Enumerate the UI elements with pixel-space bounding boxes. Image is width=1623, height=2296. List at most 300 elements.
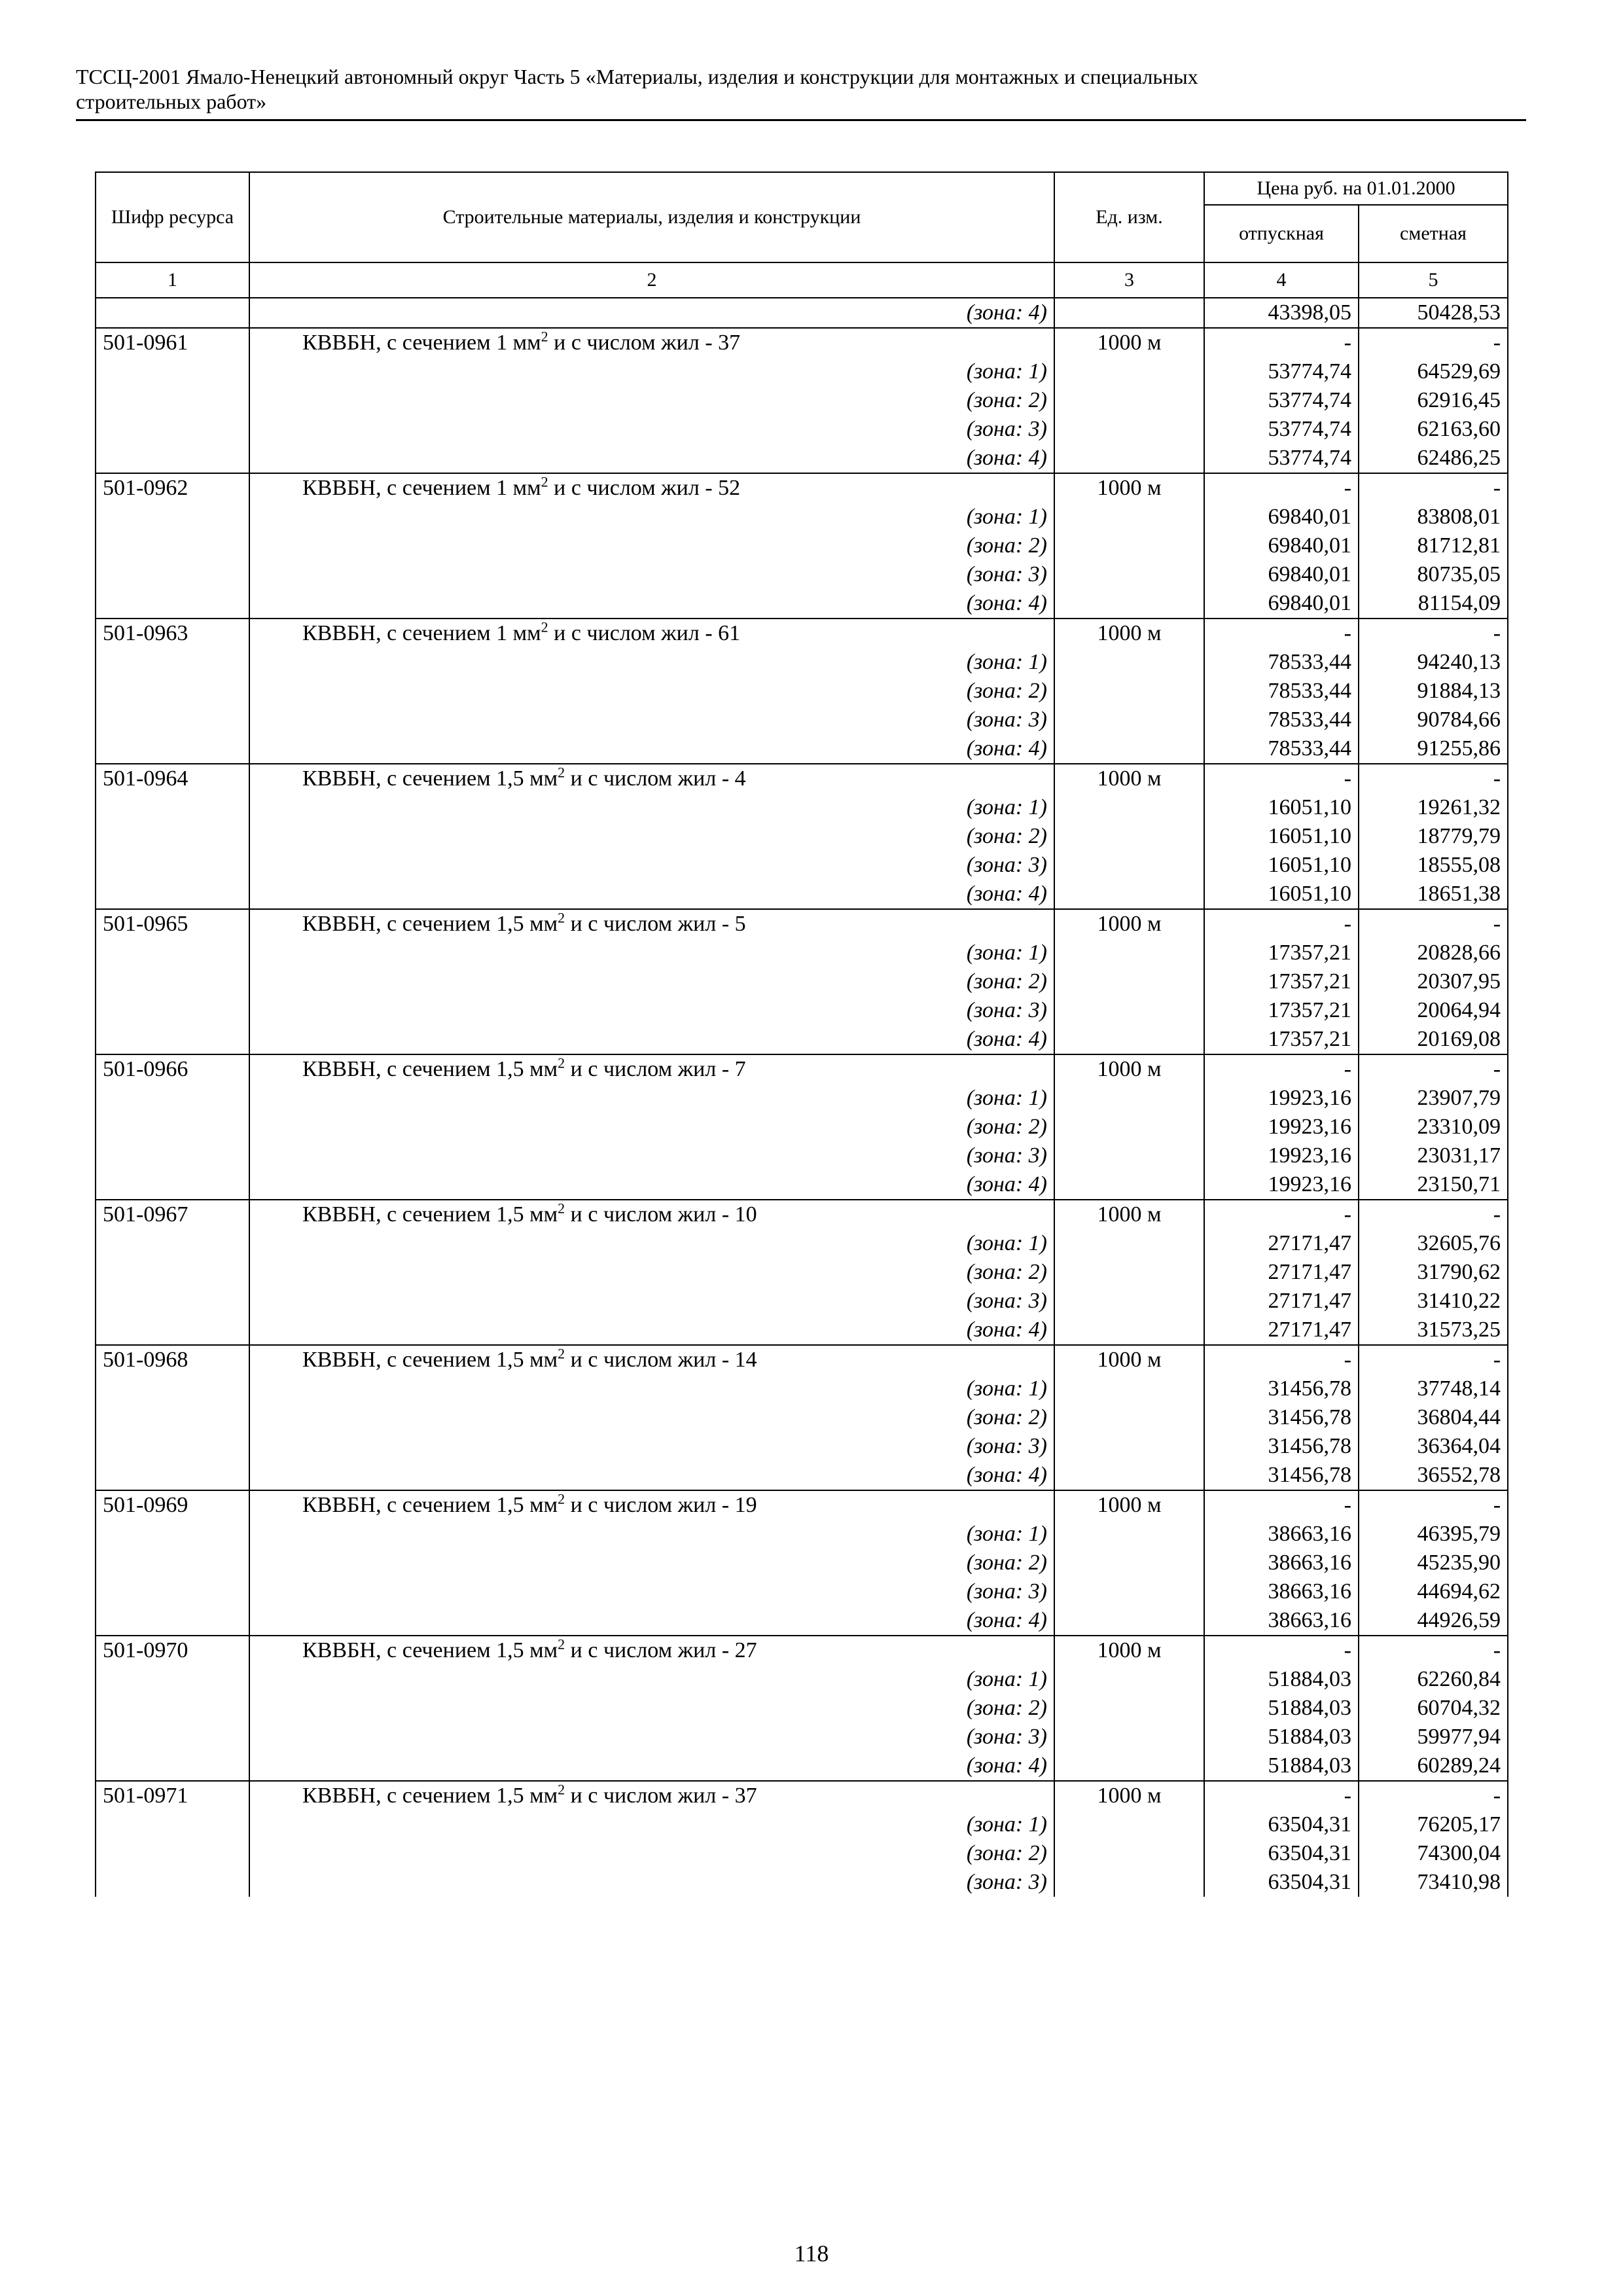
superscript: 2 — [558, 1490, 565, 1507]
resource-code: 501-0971 — [96, 1781, 249, 1810]
release-price: 16051,10 — [1204, 793, 1359, 822]
estimate-price: 94240,13 — [1359, 648, 1508, 677]
unit-cell — [1054, 531, 1204, 560]
zone-row — [96, 851, 1508, 880]
continuation-row — [96, 298, 1508, 328]
zone-row — [96, 1810, 1508, 1839]
zone-row — [96, 415, 1508, 444]
unit-cell — [1054, 1751, 1204, 1781]
column-header-estimate-price: сметная — [1359, 205, 1508, 262]
unit-cell — [1054, 939, 1204, 967]
column-header-name: Строительные материалы, изделия и конструкции — [249, 172, 1054, 262]
release-price: 27171,47 — [1204, 1229, 1359, 1258]
header-line-1: ТССЦ-2001 Ямало-Ненецкий автономный округ Часть 5 «Материалы, изделия и конструкции для монтажных и специальных — [76, 65, 1198, 88]
release-price: 38663,16 — [1204, 1606, 1359, 1636]
zone-row — [96, 967, 1508, 996]
unit-cell — [1054, 967, 1204, 996]
zone-row — [96, 1520, 1508, 1549]
estimate-price: 37748,14 — [1359, 1374, 1508, 1403]
unit-cell — [1054, 880, 1204, 909]
estimate-price: 36364,04 — [1359, 1432, 1508, 1461]
resource-code: 501-0970 — [96, 1636, 249, 1665]
zone-label: (зона: 4) — [249, 880, 1054, 909]
zone-row — [96, 1025, 1508, 1054]
table-row — [96, 909, 1508, 939]
unit-cell — [1054, 793, 1204, 822]
code-cell — [96, 793, 249, 822]
release-price: 69840,01 — [1204, 589, 1359, 619]
resource-name-suffix: и с числом жил - 4 — [565, 766, 746, 791]
zone-label: (зона: 2) — [249, 1549, 1054, 1577]
superscript: 2 — [558, 1781, 565, 1798]
resource-name-text: КВВБН, с сечением 1,5 мм — [302, 766, 558, 791]
zone-row — [96, 357, 1508, 386]
zone-row — [96, 1839, 1508, 1868]
resource-name — [249, 1054, 1054, 1084]
release-price: 51884,03 — [1204, 1694, 1359, 1723]
zone-label: (зона: 3) — [249, 1287, 1054, 1316]
code-cell — [96, 1461, 249, 1490]
estimate-price: 20828,66 — [1359, 939, 1508, 967]
unit-cell: 1000 м — [1054, 619, 1204, 648]
table-row — [96, 1345, 1508, 1374]
zone-row — [96, 880, 1508, 909]
release-price: 17357,21 — [1204, 939, 1359, 967]
unit-cell — [1054, 734, 1204, 764]
column-header-code: Шифр ресурса — [96, 172, 249, 262]
zone-label: (зона: 1) — [249, 939, 1054, 967]
zone-label: (зона: 3) — [249, 996, 1054, 1025]
resource-name-suffix: и с числом жил - 27 — [565, 1638, 757, 1662]
resource-name — [249, 909, 1054, 939]
code-cell — [96, 822, 249, 851]
resource-name-suffix: и с числом жил - 61 — [548, 621, 741, 645]
code-cell — [96, 1665, 249, 1694]
unit-cell — [1054, 386, 1204, 415]
resource-code: 501-0965 — [96, 909, 249, 939]
zone-row — [96, 793, 1508, 822]
unit-cell — [1054, 1229, 1204, 1258]
resource-code: 501-0966 — [96, 1054, 249, 1084]
document-header — [76, 64, 1526, 114]
zone-row — [96, 1403, 1508, 1432]
code-cell — [96, 386, 249, 415]
estimate-price: 81154,09 — [1359, 589, 1508, 619]
estimate-price: 31410,22 — [1359, 1287, 1508, 1316]
zone-label: (зона: 1) — [249, 357, 1054, 386]
zone-label: (зона: 1) — [249, 1665, 1054, 1694]
unit-cell — [1054, 1868, 1204, 1897]
resource-code: 501-0967 — [96, 1200, 249, 1229]
release-price: 53774,74 — [1204, 444, 1359, 473]
zone-row — [96, 648, 1508, 677]
estimate-price: 74300,04 — [1359, 1839, 1508, 1868]
estimate-price: 46395,79 — [1359, 1520, 1508, 1549]
estimate-price: - — [1359, 1200, 1508, 1229]
release-price: - — [1204, 619, 1359, 648]
zone-label: (зона: 3) — [249, 415, 1054, 444]
code-cell — [96, 1549, 249, 1577]
code-cell — [96, 1577, 249, 1606]
table-row — [96, 1054, 1508, 1084]
estimate-price: 36804,44 — [1359, 1403, 1508, 1432]
zone-label: (зона: 4) — [249, 1606, 1054, 1636]
code-cell — [96, 1694, 249, 1723]
table-row — [96, 328, 1508, 357]
release-price: 78533,44 — [1204, 648, 1359, 677]
release-price: 53774,74 — [1204, 386, 1359, 415]
estimate-price: 31573,25 — [1359, 1316, 1508, 1345]
zone-label: (зона: 3) — [249, 706, 1054, 734]
release-price: 31456,78 — [1204, 1403, 1359, 1432]
unit-cell — [1054, 1084, 1204, 1113]
unit-cell — [1054, 1606, 1204, 1636]
superscript: 2 — [558, 1054, 565, 1071]
zone-row — [96, 386, 1508, 415]
code-cell — [96, 734, 249, 764]
code-cell — [96, 298, 249, 328]
zone-row — [96, 1374, 1508, 1403]
header-line-2: строительных работ» — [76, 90, 267, 113]
estimate-price: 76205,17 — [1359, 1810, 1508, 1839]
release-price: 27171,47 — [1204, 1258, 1359, 1287]
code-cell — [96, 415, 249, 444]
code-cell — [96, 1229, 249, 1258]
estimate-price: - — [1359, 1345, 1508, 1374]
zone-label: (зона: 2) — [249, 1403, 1054, 1432]
unit-cell — [1054, 415, 1204, 444]
unit-cell — [1054, 1113, 1204, 1141]
resource-code: 501-0968 — [96, 1345, 249, 1374]
resource-code: 501-0969 — [96, 1490, 249, 1520]
unit-cell — [1054, 1520, 1204, 1549]
zone-row — [96, 706, 1508, 734]
release-price: 19923,16 — [1204, 1113, 1359, 1141]
resource-name-suffix: и с числом жил - 5 — [565, 912, 746, 936]
resource-name-suffix: и с числом жил - 52 — [548, 476, 741, 500]
column-header-release-price: отпускная — [1204, 205, 1359, 262]
estimate-price: 18779,79 — [1359, 822, 1508, 851]
resource-code: 501-0964 — [96, 764, 249, 793]
code-cell — [96, 531, 249, 560]
zone-row — [96, 1868, 1508, 1897]
column-header-price-group: Цена руб. на 01.01.2000 — [1204, 172, 1508, 205]
estimate-price: 45235,90 — [1359, 1549, 1508, 1577]
release-price: 16051,10 — [1204, 851, 1359, 880]
release-price: - — [1204, 1490, 1359, 1520]
column-number-4: 4 — [1204, 262, 1359, 298]
unit-cell: 1000 м — [1054, 473, 1204, 503]
resource-name-text: КВВБН, с сечением 1,5 мм — [302, 1784, 558, 1808]
resource-name — [249, 1345, 1054, 1374]
unit-cell — [1054, 1810, 1204, 1839]
unit-cell — [1054, 1432, 1204, 1461]
code-cell — [96, 503, 249, 531]
zone-row — [96, 1606, 1508, 1636]
release-price: 63504,31 — [1204, 1868, 1359, 1897]
zone-label: (зона: 4) — [249, 1170, 1054, 1200]
release-price: 31456,78 — [1204, 1461, 1359, 1490]
zone-label: (зона: 1) — [249, 1374, 1054, 1403]
resource-name-text: КВВБН, с сечением 1,5 мм — [302, 912, 558, 936]
estimate-price: 60704,32 — [1359, 1694, 1508, 1723]
zone-label: (зона: 4) — [249, 589, 1054, 619]
code-cell — [96, 357, 249, 386]
column-number-3: 3 — [1054, 262, 1204, 298]
release-price: 19923,16 — [1204, 1084, 1359, 1113]
estimate-price: 19261,32 — [1359, 793, 1508, 822]
unit-cell — [1054, 298, 1204, 328]
release-price: 78533,44 — [1204, 734, 1359, 764]
code-cell — [96, 1258, 249, 1287]
code-cell — [96, 996, 249, 1025]
unit-cell — [1054, 1287, 1204, 1316]
estimate-price: 80735,05 — [1359, 560, 1508, 589]
unit-cell: 1000 м — [1054, 1490, 1204, 1520]
release-price: 78533,44 — [1204, 677, 1359, 706]
release-price: 63504,31 — [1204, 1810, 1359, 1839]
release-price: 17357,21 — [1204, 967, 1359, 996]
release-price: 69840,01 — [1204, 503, 1359, 531]
code-cell — [96, 1810, 249, 1839]
resource-name-text: КВВБН, с сечением 1,5 мм — [302, 1638, 558, 1662]
estimate-price: 18651,38 — [1359, 880, 1508, 909]
unit-cell: 1000 м — [1054, 764, 1204, 793]
zone-row — [96, 1141, 1508, 1170]
resource-name-text: КВВБН, с сечением 1 мм — [302, 476, 541, 500]
estimate-price: 62916,45 — [1359, 386, 1508, 415]
zone-label: (зона: 1) — [249, 1810, 1054, 1839]
estimate-price: 91884,13 — [1359, 677, 1508, 706]
zone-label: (зона: 3) — [249, 1868, 1054, 1897]
superscript: 2 — [558, 764, 565, 781]
table-row — [96, 619, 1508, 648]
unit-cell — [1054, 357, 1204, 386]
estimate-price: - — [1359, 1636, 1508, 1665]
unit-cell — [1054, 1549, 1204, 1577]
release-price: 27171,47 — [1204, 1287, 1359, 1316]
estimate-price: - — [1359, 619, 1508, 648]
superscript: 2 — [541, 328, 548, 345]
estimate-price: 62486,25 — [1359, 444, 1508, 473]
estimate-price: 18555,08 — [1359, 851, 1508, 880]
zone-row — [96, 1287, 1508, 1316]
zone-label: (зона: 1) — [249, 648, 1054, 677]
release-price: 17357,21 — [1204, 1025, 1359, 1054]
estimate-price: 62163,60 — [1359, 415, 1508, 444]
resource-name — [249, 1490, 1054, 1520]
zone-label: (зона: 4) — [249, 1316, 1054, 1345]
zone-label: (зона: 1) — [249, 793, 1054, 822]
zone-row — [96, 1461, 1508, 1490]
estimate-price: 20169,08 — [1359, 1025, 1508, 1054]
zone-row — [96, 1694, 1508, 1723]
estimate-price: - — [1359, 328, 1508, 357]
resource-name-text: КВВБН, с сечением 1,5 мм — [302, 1057, 558, 1081]
code-cell — [96, 1287, 249, 1316]
code-cell — [96, 967, 249, 996]
zone-row — [96, 1549, 1508, 1577]
release-price: 38663,16 — [1204, 1520, 1359, 1549]
zone-label: (зона: 2) — [249, 1258, 1054, 1287]
estimate-price: - — [1359, 1781, 1508, 1810]
release-price: 69840,01 — [1204, 560, 1359, 589]
code-cell — [96, 1403, 249, 1432]
unit-cell: 1000 м — [1054, 328, 1204, 357]
zone-label: (зона: 3) — [249, 1141, 1054, 1170]
estimate-price: 23150,71 — [1359, 1170, 1508, 1200]
resource-name-text: КВВБН, с сечением 1,5 мм — [302, 1202, 558, 1227]
zone-row — [96, 444, 1508, 473]
zone-label: (зона: 4) — [249, 734, 1054, 764]
estimate-price: 64529,69 — [1359, 357, 1508, 386]
zone-label: (зона: 2) — [249, 531, 1054, 560]
superscript: 2 — [558, 1345, 565, 1362]
code-cell — [96, 444, 249, 473]
code-cell — [96, 1751, 249, 1781]
unit-cell — [1054, 1665, 1204, 1694]
zone-row — [96, 1113, 1508, 1141]
unit-cell — [1054, 589, 1204, 619]
zone-label: (зона: 3) — [249, 560, 1054, 589]
zone-label: (зона: 3) — [249, 851, 1054, 880]
estimate-price: - — [1359, 764, 1508, 793]
resource-name — [249, 764, 1054, 793]
resource-name-suffix: и с числом жил - 37 — [565, 1784, 757, 1808]
release-price: - — [1204, 1200, 1359, 1229]
code-cell — [96, 1084, 249, 1113]
unit-cell — [1054, 1694, 1204, 1723]
unit-cell — [1054, 648, 1204, 677]
release-price: 69840,01 — [1204, 531, 1359, 560]
unit-cell — [1054, 1258, 1204, 1287]
code-cell — [96, 677, 249, 706]
release-price: 51884,03 — [1204, 1751, 1359, 1781]
code-cell — [96, 589, 249, 619]
zone-row — [96, 822, 1508, 851]
zone-label: (зона: 2) — [249, 1839, 1054, 1868]
resource-name-suffix: и с числом жил - 10 — [565, 1202, 757, 1227]
resource-name-text: КВВБН, с сечением 1,5 мм — [302, 1348, 558, 1372]
unit-cell — [1054, 1723, 1204, 1751]
estimate-price: 44694,62 — [1359, 1577, 1508, 1606]
unit-cell: 1000 м — [1054, 1636, 1204, 1665]
estimate-price: 81712,81 — [1359, 531, 1508, 560]
resource-name — [249, 619, 1054, 648]
release-price: 38663,16 — [1204, 1577, 1359, 1606]
zone-label: (зона: 4) — [249, 1461, 1054, 1490]
release-price: 51884,03 — [1204, 1665, 1359, 1694]
zone-label: (зона: 4) — [249, 1751, 1054, 1781]
resource-name — [249, 328, 1054, 357]
zone-row — [96, 677, 1508, 706]
estimate-price: 36552,78 — [1359, 1461, 1508, 1490]
release-price: - — [1204, 1781, 1359, 1810]
zone-row — [96, 1723, 1508, 1751]
zone-label: (зона: 2) — [249, 677, 1054, 706]
unit-cell: 1000 м — [1054, 1781, 1204, 1810]
code-cell — [96, 1025, 249, 1054]
zone-label: (зона: 3) — [249, 1432, 1054, 1461]
estimate-price: - — [1359, 1490, 1508, 1520]
code-cell — [96, 1170, 249, 1200]
zone-row — [96, 1084, 1508, 1113]
release-price: 63504,31 — [1204, 1839, 1359, 1868]
code-cell — [96, 880, 249, 909]
release-price: 16051,10 — [1204, 880, 1359, 909]
column-header-unit: Ед. изм. — [1054, 172, 1204, 262]
resource-name-suffix: и с числом жил - 19 — [565, 1493, 757, 1517]
zone-row — [96, 1229, 1508, 1258]
table-row — [96, 1200, 1508, 1229]
code-cell — [96, 1868, 249, 1897]
release-price: - — [1204, 909, 1359, 939]
unit-cell — [1054, 444, 1204, 473]
code-cell — [96, 706, 249, 734]
code-cell — [96, 1723, 249, 1751]
estimate-price: - — [1359, 909, 1508, 939]
unit-cell — [1054, 822, 1204, 851]
release-price: 78533,44 — [1204, 706, 1359, 734]
unit-cell — [1054, 1170, 1204, 1200]
estimate-price: 62260,84 — [1359, 1665, 1508, 1694]
superscript: 2 — [541, 473, 548, 490]
code-cell — [96, 1141, 249, 1170]
table-row — [96, 1490, 1508, 1520]
estimate-price: 23031,17 — [1359, 1141, 1508, 1170]
zone-label: (зона: 4) — [249, 444, 1054, 473]
release-price: 38663,16 — [1204, 1549, 1359, 1577]
zone-label: (зона: 1) — [249, 1229, 1054, 1258]
estimate-price: 83808,01 — [1359, 503, 1508, 531]
release-price: 31456,78 — [1204, 1374, 1359, 1403]
release-price: - — [1204, 328, 1359, 357]
unit-cell — [1054, 1403, 1204, 1432]
resource-name — [249, 1636, 1054, 1665]
resource-name-suffix: и с числом жил - 14 — [565, 1348, 757, 1372]
page-number: 118 — [794, 2240, 829, 2267]
unit-cell — [1054, 706, 1204, 734]
zone-row — [96, 531, 1508, 560]
code-cell — [96, 1606, 249, 1636]
code-cell — [96, 1520, 249, 1549]
zone-label: (зона: 1) — [249, 1084, 1054, 1113]
release-price: 17357,21 — [1204, 996, 1359, 1025]
zone-label: (зона: 3) — [249, 1723, 1054, 1751]
release-price: - — [1204, 764, 1359, 793]
unit-cell — [1054, 851, 1204, 880]
code-cell — [96, 851, 249, 880]
release-price: 19923,16 — [1204, 1141, 1359, 1170]
column-number-2: 2 — [249, 262, 1054, 298]
resource-name-text: КВВБН, с сечением 1 мм — [302, 621, 541, 645]
zone-row — [96, 734, 1508, 764]
estimate-price: 23907,79 — [1359, 1084, 1508, 1113]
zone-row — [96, 1751, 1508, 1781]
unit-cell — [1054, 1141, 1204, 1170]
header-rule — [76, 119, 1526, 121]
unit-cell: 1000 м — [1054, 1054, 1204, 1084]
estimate-price: 50428,53 — [1359, 298, 1508, 328]
estimate-price: 20307,95 — [1359, 967, 1508, 996]
estimate-price: 59977,94 — [1359, 1723, 1508, 1751]
superscript: 2 — [558, 909, 565, 926]
superscript: 2 — [558, 1636, 565, 1653]
estimate-price: 23310,09 — [1359, 1113, 1508, 1141]
zone-label: (зона: 4) — [249, 298, 1054, 328]
superscript: 2 — [558, 1200, 565, 1217]
zone-row — [96, 589, 1508, 619]
